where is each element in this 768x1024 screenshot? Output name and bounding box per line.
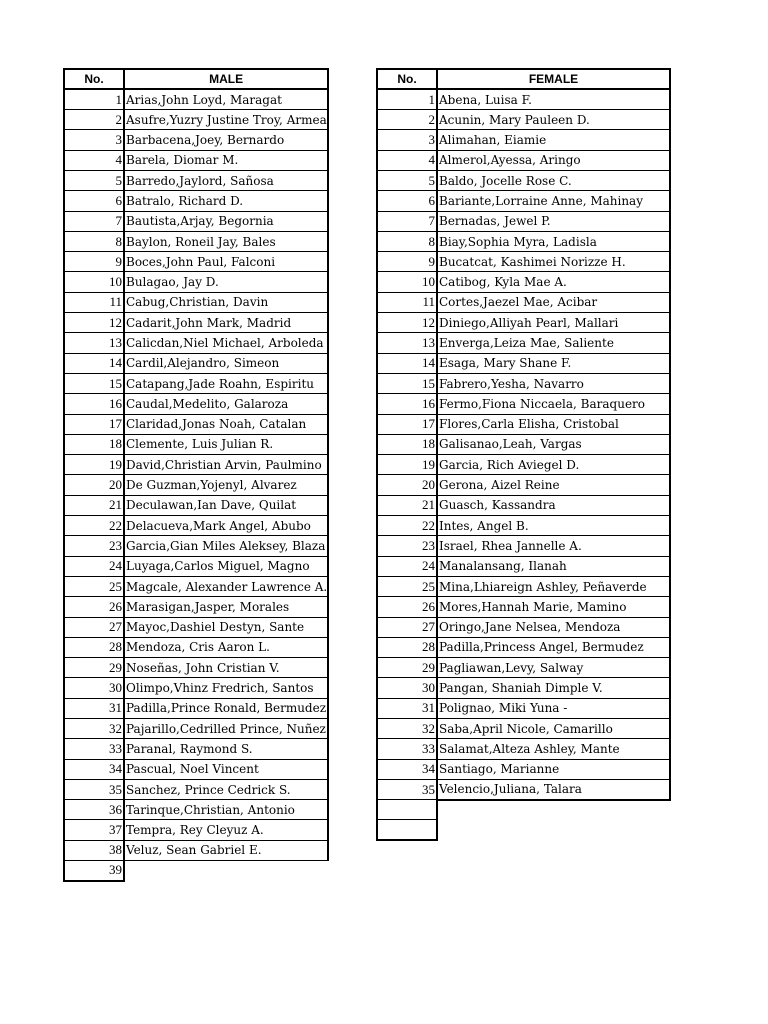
female-row bbox=[377, 191, 670, 211]
female-row bbox=[377, 617, 670, 637]
male-student-name: Paranal, Raymond S. bbox=[124, 739, 328, 759]
male-row bbox=[64, 840, 328, 860]
male-student-name: Bautista,Arjay, Begornia bbox=[124, 211, 328, 231]
female-row-number: 15 bbox=[377, 373, 437, 393]
female-student-name bbox=[437, 800, 670, 820]
male-row bbox=[64, 617, 328, 637]
female-student-name: Biay,Sophia Myra, Ladisla bbox=[437, 231, 670, 251]
female-student-name: Bucatcat, Kashimei Norizze H. bbox=[437, 252, 670, 272]
female-student-name: Salamat,Alteza Ashley, Mante bbox=[437, 739, 670, 759]
female-row-number: 22 bbox=[377, 516, 437, 536]
female-student-name: Fermo,Fiona Niccaela, Baraquero bbox=[437, 394, 670, 414]
male-row bbox=[64, 820, 328, 840]
female-row bbox=[377, 110, 670, 130]
male-student-name: Mayoc,Dashiel Destyn, Sante bbox=[124, 617, 328, 637]
male-row bbox=[64, 536, 328, 556]
female-row-number: 30 bbox=[377, 678, 437, 698]
male-row-number: 16 bbox=[64, 394, 124, 414]
female-row-number: 19 bbox=[377, 455, 437, 475]
male-row bbox=[64, 779, 328, 799]
female-student-name: Diniego,Alliyah Pearl, Mallari bbox=[437, 313, 670, 333]
male-row-number: 12 bbox=[64, 313, 124, 333]
female-roster-table bbox=[376, 68, 671, 841]
male-row bbox=[64, 759, 328, 779]
male-student-name: Barbacena,Joey, Bernardo bbox=[124, 130, 328, 150]
male-name-header: MALE bbox=[124, 69, 328, 89]
female-no-header: No. bbox=[377, 69, 437, 89]
male-student-name: Deculawan,Ian Dave, Quilat bbox=[124, 495, 328, 515]
male-student-name: Barredo,Jaylord, Sañosa bbox=[124, 170, 328, 190]
female-row-number: 6 bbox=[377, 191, 437, 211]
male-row bbox=[64, 252, 328, 272]
female-row-number: 14 bbox=[377, 353, 437, 373]
male-row-number: 27 bbox=[64, 617, 124, 637]
female-student-name: Saba,April Nicole, Camarillo bbox=[437, 719, 670, 739]
male-row-number: 18 bbox=[64, 434, 124, 454]
male-row bbox=[64, 658, 328, 678]
male-row-number: 23 bbox=[64, 536, 124, 556]
female-row-number: 18 bbox=[377, 434, 437, 454]
male-row-number: 9 bbox=[64, 252, 124, 272]
female-student-name: Fabrero,Yesha, Navarro bbox=[437, 373, 670, 393]
male-student-name: Sanchez, Prince Cedrick S. bbox=[124, 779, 328, 799]
female-student-name bbox=[437, 820, 670, 840]
male-row bbox=[64, 211, 328, 231]
female-row-number: 9 bbox=[377, 252, 437, 272]
female-row-number: 26 bbox=[377, 597, 437, 617]
female-student-name: Oringo,Jane Nelsea, Mendoza bbox=[437, 617, 670, 637]
female-row bbox=[377, 658, 670, 678]
male-row-number: 19 bbox=[64, 455, 124, 475]
female-row bbox=[377, 170, 670, 190]
male-row-number: 8 bbox=[64, 231, 124, 251]
female-student-name: Mina,Lhiareign Ashley, Peñaverde bbox=[437, 576, 670, 596]
male-row bbox=[64, 516, 328, 536]
male-row-number: 2 bbox=[64, 110, 124, 130]
male-row-number: 35 bbox=[64, 779, 124, 799]
male-row-number: 20 bbox=[64, 475, 124, 495]
male-student-name: Claridad,Jonas Noah, Catalan bbox=[124, 414, 328, 434]
female-row-number: 27 bbox=[377, 617, 437, 637]
male-row-number: 37 bbox=[64, 820, 124, 840]
female-row-number: 13 bbox=[377, 333, 437, 353]
male-student-name: Cardil,Alejandro, Simeon bbox=[124, 353, 328, 373]
female-row-number bbox=[377, 800, 437, 820]
male-row bbox=[64, 739, 328, 759]
male-student-name: Magcale, Alexander Lawrence A. bbox=[124, 576, 328, 596]
female-row-number: 5 bbox=[377, 170, 437, 190]
female-student-name: Esaga, Mary Shane F. bbox=[437, 353, 670, 373]
male-row bbox=[64, 292, 328, 312]
female-row-number: 4 bbox=[377, 150, 437, 170]
male-student-name: Bulagao, Jay D. bbox=[124, 272, 328, 292]
male-student-name: Batralo, Richard D. bbox=[124, 191, 328, 211]
male-row bbox=[64, 353, 328, 373]
female-row bbox=[377, 556, 670, 576]
female-student-name: Mores,Hannah Marie, Mamino bbox=[437, 597, 670, 617]
male-row-number: 17 bbox=[64, 414, 124, 434]
female-row bbox=[377, 820, 670, 840]
male-row bbox=[64, 414, 328, 434]
female-row bbox=[377, 576, 670, 596]
male-row-number: 29 bbox=[64, 658, 124, 678]
female-student-name: Santiago, Marianne bbox=[437, 759, 670, 779]
male-student-name: Pascual, Noel Vincent bbox=[124, 759, 328, 779]
male-student-name: Olimpo,Vhinz Fredrich, Santos bbox=[124, 678, 328, 698]
male-row bbox=[64, 333, 328, 353]
female-row bbox=[377, 698, 670, 718]
female-row-number: 17 bbox=[377, 414, 437, 434]
female-row bbox=[377, 800, 670, 820]
female-row bbox=[377, 475, 670, 495]
female-row-number: 2 bbox=[377, 110, 437, 130]
female-student-name: Almerol,Ayessa, Aringo bbox=[437, 150, 670, 170]
male-row-number: 24 bbox=[64, 556, 124, 576]
male-row bbox=[64, 394, 328, 414]
male-student-name: Veluz, Sean Gabriel E. bbox=[124, 840, 328, 860]
male-student-name: Cabug,Christian, Davin bbox=[124, 292, 328, 312]
female-row bbox=[377, 211, 670, 231]
female-student-name: Alimahan, Eiamie bbox=[437, 130, 670, 150]
male-student-name: Cadarit,John Mark, Madrid bbox=[124, 313, 328, 333]
female-row bbox=[377, 495, 670, 515]
female-row-number: 21 bbox=[377, 495, 437, 515]
female-row-number: 23 bbox=[377, 536, 437, 556]
female-student-name: Pagliawan,Levy, Salway bbox=[437, 658, 670, 678]
female-row-number: 25 bbox=[377, 576, 437, 596]
female-roster-body bbox=[377, 89, 670, 840]
male-student-name: Garcia,Gian Miles Aleksey, Blaza bbox=[124, 536, 328, 556]
male-row-number: 39 bbox=[64, 861, 124, 881]
female-row bbox=[377, 536, 670, 556]
female-row-number: 33 bbox=[377, 739, 437, 759]
female-student-name: Abena, Luisa F. bbox=[437, 89, 670, 109]
female-row-number: 24 bbox=[377, 556, 437, 576]
female-row bbox=[377, 637, 670, 657]
female-student-name: Garcia, Rich Aviegel D. bbox=[437, 455, 670, 475]
male-row-number: 26 bbox=[64, 597, 124, 617]
female-row-number: 11 bbox=[377, 292, 437, 312]
female-student-name: Pangan, Shaniah Dimple V. bbox=[437, 678, 670, 698]
male-row bbox=[64, 698, 328, 718]
male-row-number: 34 bbox=[64, 759, 124, 779]
male-student-name: Barela, Diomar M. bbox=[124, 150, 328, 170]
female-row bbox=[377, 231, 670, 251]
male-student-name: Tarinque,Christian, Antonio bbox=[124, 800, 328, 820]
male-row bbox=[64, 110, 328, 130]
male-student-name bbox=[124, 861, 328, 881]
male-student-name: Noseñas, John Cristian V. bbox=[124, 658, 328, 678]
female-row bbox=[377, 678, 670, 698]
male-row bbox=[64, 597, 328, 617]
female-row bbox=[377, 779, 670, 799]
male-row bbox=[64, 861, 328, 881]
female-student-name: Intes, Angel B. bbox=[437, 516, 670, 536]
female-row bbox=[377, 252, 670, 272]
male-row-number: 5 bbox=[64, 170, 124, 190]
female-student-name: Padilla,Princess Angel, Bermudez bbox=[437, 637, 670, 657]
female-student-name: Acunin, Mary Pauleen D. bbox=[437, 110, 670, 130]
female-student-name: Bariante,Lorraine Anne, Mahinay bbox=[437, 191, 670, 211]
female-student-name: Manalansang, Ilanah bbox=[437, 556, 670, 576]
male-row bbox=[64, 191, 328, 211]
female-row-number: 31 bbox=[377, 698, 437, 718]
male-row-number: 22 bbox=[64, 516, 124, 536]
female-row bbox=[377, 597, 670, 617]
male-row bbox=[64, 373, 328, 393]
female-row bbox=[377, 434, 670, 454]
female-student-name: Baldo, Jocelle Rose C. bbox=[437, 170, 670, 190]
male-row bbox=[64, 170, 328, 190]
male-row bbox=[64, 800, 328, 820]
female-row bbox=[377, 455, 670, 475]
male-student-name: Padilla,Prince Ronald, Bermudez bbox=[124, 698, 328, 718]
male-row-number: 33 bbox=[64, 739, 124, 759]
female-row bbox=[377, 272, 670, 292]
female-row bbox=[377, 719, 670, 739]
male-student-name: Asufre,Yuzry Justine Troy, Armea bbox=[124, 110, 328, 130]
male-student-name: Arias,John Loyd, Maragat bbox=[124, 89, 328, 109]
male-row-number: 15 bbox=[64, 373, 124, 393]
male-row bbox=[64, 475, 328, 495]
female-row-number: 29 bbox=[377, 658, 437, 678]
male-row bbox=[64, 678, 328, 698]
male-roster-table bbox=[63, 68, 329, 882]
female-row bbox=[377, 759, 670, 779]
female-student-name: Gerona, Aizel Reine bbox=[437, 475, 670, 495]
female-row bbox=[377, 516, 670, 536]
female-student-name: Guasch, Kassandra bbox=[437, 495, 670, 515]
male-row bbox=[64, 313, 328, 333]
male-student-name: Pajarillo,Cedrilled Prince, Nuñez bbox=[124, 719, 328, 739]
male-row-number: 11 bbox=[64, 292, 124, 312]
female-student-name: Velencio,Juliana, Talara bbox=[437, 779, 670, 799]
male-row-number: 28 bbox=[64, 637, 124, 657]
male-student-name: Calicdan,Niel Michael, Arboleda bbox=[124, 333, 328, 353]
male-row-number: 30 bbox=[64, 678, 124, 698]
female-row bbox=[377, 353, 670, 373]
male-row-number: 31 bbox=[64, 698, 124, 718]
female-row bbox=[377, 130, 670, 150]
male-row-number: 10 bbox=[64, 272, 124, 292]
female-row-number: 35 bbox=[377, 779, 437, 799]
male-header-row bbox=[64, 69, 328, 89]
male-student-name: Luyaga,Carlos Miguel, Magno bbox=[124, 556, 328, 576]
female-row-number bbox=[377, 820, 437, 840]
male-row bbox=[64, 576, 328, 596]
male-no-header: No. bbox=[64, 69, 124, 89]
male-student-name: Boces,John Paul, Falconi bbox=[124, 252, 328, 272]
male-row bbox=[64, 495, 328, 515]
female-row bbox=[377, 150, 670, 170]
female-row-number: 12 bbox=[377, 313, 437, 333]
female-row bbox=[377, 373, 670, 393]
male-row bbox=[64, 455, 328, 475]
male-row-number: 25 bbox=[64, 576, 124, 596]
male-row-number: 13 bbox=[64, 333, 124, 353]
male-row-number: 36 bbox=[64, 800, 124, 820]
female-row-number: 28 bbox=[377, 637, 437, 657]
male-row-number: 7 bbox=[64, 211, 124, 231]
male-student-name: David,Christian Arvin, Paulmino bbox=[124, 455, 328, 475]
female-row-number: 34 bbox=[377, 759, 437, 779]
male-student-name: Tempra, Rey Cleyuz A. bbox=[124, 820, 328, 840]
female-row bbox=[377, 333, 670, 353]
male-row-number: 21 bbox=[64, 495, 124, 515]
female-row-number: 20 bbox=[377, 475, 437, 495]
male-row bbox=[64, 434, 328, 454]
female-row bbox=[377, 292, 670, 312]
male-row-number: 14 bbox=[64, 353, 124, 373]
male-student-name: Caudal,Medelito, Galaroza bbox=[124, 394, 328, 414]
male-row bbox=[64, 150, 328, 170]
male-student-name: Mendoza, Cris Aaron L. bbox=[124, 637, 328, 657]
female-row bbox=[377, 89, 670, 109]
female-student-name: Flores,Carla Elisha, Cristobal bbox=[437, 414, 670, 434]
male-row-number: 4 bbox=[64, 150, 124, 170]
female-student-name: Polignao, Miki Yuna - bbox=[437, 698, 670, 718]
female-student-name: Galisanao,Leah, Vargas bbox=[437, 434, 670, 454]
female-row bbox=[377, 313, 670, 333]
male-row bbox=[64, 637, 328, 657]
female-student-name: Enverga,Leiza Mae, Saliente bbox=[437, 333, 670, 353]
male-row bbox=[64, 89, 328, 109]
male-row-number: 1 bbox=[64, 89, 124, 109]
female-student-name: Cortes,Jaezel Mae, Acibar bbox=[437, 292, 670, 312]
male-student-name: Baylon, Roneil Jay, Bales bbox=[124, 231, 328, 251]
male-student-name: Clemente, Luis Julian R. bbox=[124, 434, 328, 454]
female-row-number: 32 bbox=[377, 719, 437, 739]
male-row bbox=[64, 719, 328, 739]
female-row-number: 16 bbox=[377, 394, 437, 414]
female-row bbox=[377, 394, 670, 414]
male-roster-body bbox=[64, 89, 328, 881]
male-row-number: 6 bbox=[64, 191, 124, 211]
female-student-name: Bernadas, Jewel P. bbox=[437, 211, 670, 231]
male-row-number: 3 bbox=[64, 130, 124, 150]
female-row-number: 3 bbox=[377, 130, 437, 150]
female-row-number: 8 bbox=[377, 231, 437, 251]
male-student-name: Marasigan,Jasper, Morales bbox=[124, 597, 328, 617]
female-student-name: Israel, Rhea Jannelle A. bbox=[437, 536, 670, 556]
male-row-number: 38 bbox=[64, 840, 124, 860]
female-row-number: 7 bbox=[377, 211, 437, 231]
male-row bbox=[64, 272, 328, 292]
female-student-name: Catibog, Kyla Mae A. bbox=[437, 272, 670, 292]
male-row-number: 32 bbox=[64, 719, 124, 739]
male-row bbox=[64, 130, 328, 150]
female-header-row bbox=[377, 69, 670, 89]
male-student-name: Catapang,Jade Roahn, Espiritu bbox=[124, 373, 328, 393]
male-row bbox=[64, 231, 328, 251]
male-student-name: Delacueva,Mark Angel, Abubo bbox=[124, 516, 328, 536]
female-row-number: 1 bbox=[377, 89, 437, 109]
female-name-header: FEMALE bbox=[437, 69, 670, 89]
male-student-name: De Guzman,Yojenyl, Alvarez bbox=[124, 475, 328, 495]
female-row-number: 10 bbox=[377, 272, 437, 292]
male-row bbox=[64, 556, 328, 576]
female-row bbox=[377, 414, 670, 434]
female-row bbox=[377, 739, 670, 759]
